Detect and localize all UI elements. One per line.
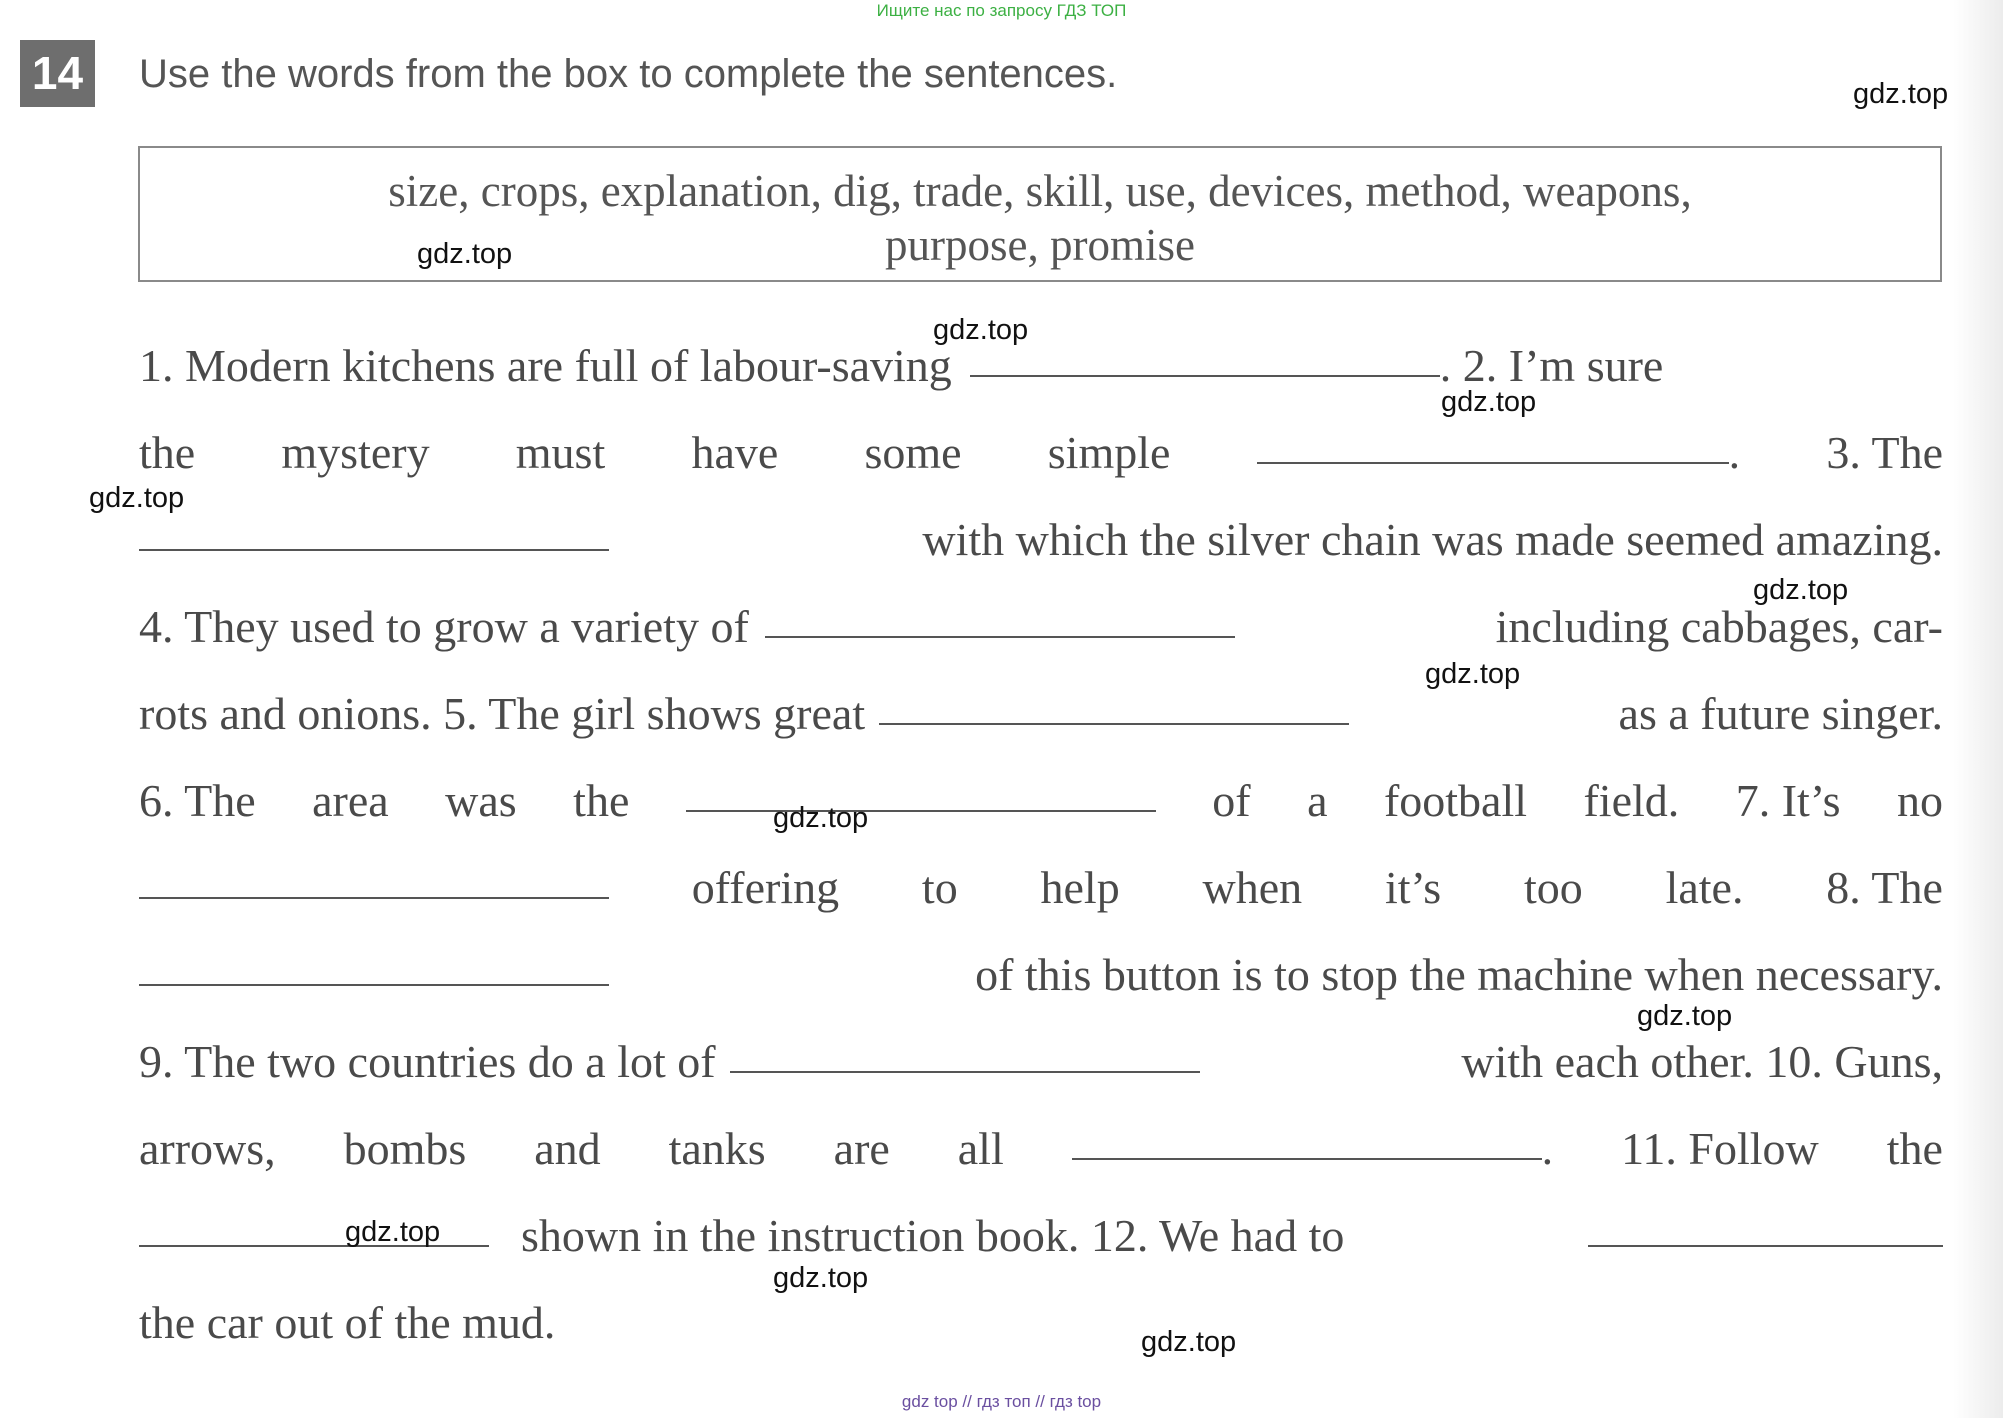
text: arrows, <box>139 1123 276 1174</box>
watermark: gdz.top <box>1637 1000 1733 1032</box>
watermark: gdz.top <box>89 482 185 514</box>
watermark: gdz.top <box>1753 574 1849 606</box>
blank-1[interactable] <box>970 371 1440 377</box>
text: of this button is to stop the machine when necessary. <box>975 949 1943 1000</box>
text: some <box>864 427 962 478</box>
sentence-line-6 <box>139 771 1943 831</box>
text: with each other. 10. Guns, <box>1461 1036 1943 1087</box>
sentence-line-10 <box>139 1119 1943 1179</box>
text: have <box>691 427 779 478</box>
text: . <box>1728 427 1741 478</box>
text: 8. The <box>1826 862 1943 913</box>
sentence-line-5 <box>139 684 1943 744</box>
text: field. <box>1583 775 1680 826</box>
blank-3[interactable] <box>139 545 609 551</box>
text: simple <box>1047 427 1171 478</box>
text: offering <box>691 862 840 913</box>
text: 6. The <box>139 775 256 826</box>
text: no <box>1896 775 1943 826</box>
blank-12[interactable] <box>1588 1241 1943 1247</box>
text: when <box>1202 862 1303 913</box>
text: to <box>921 862 958 913</box>
text: mystery <box>281 427 430 478</box>
text: help <box>1040 862 1120 913</box>
word-box-line-1: size, crops, explanation, dig, trade, skill, use, devices, method, weapons, <box>388 166 1692 216</box>
sentence-line-3 <box>139 510 1943 570</box>
text: too <box>1523 862 1583 913</box>
footer-links: gdz top // гдз топ // гдз top <box>901 1392 1102 1411</box>
blank-9[interactable] <box>730 1067 1200 1073</box>
text: tanks <box>668 1123 766 1174</box>
blank-8[interactable] <box>139 980 609 986</box>
blank-5[interactable] <box>879 719 1349 725</box>
word-box <box>138 146 1942 282</box>
blank-7[interactable] <box>139 893 609 899</box>
text: football <box>1383 775 1528 826</box>
text: . 2. I’m sure <box>1439 340 1664 391</box>
text: 3. The <box>1826 427 1943 478</box>
text: all <box>957 1123 1004 1174</box>
watermark: gdz.top <box>1853 78 1949 110</box>
text: it’s <box>1384 862 1442 913</box>
watermark: gdz.top <box>1441 386 1537 418</box>
text: area <box>312 775 389 826</box>
text: with which the silver chain was made seemed amazing. <box>922 514 1943 565</box>
watermark: gdz.top <box>773 1262 869 1294</box>
text: as a future singer. <box>1618 688 1943 739</box>
word-box-line-2: purpose, promise <box>885 220 1195 270</box>
text: the <box>139 427 196 478</box>
text: the car out of the mud. <box>139 1297 556 1348</box>
text: are <box>833 1123 890 1174</box>
text: 4. They used to grow a variety of <box>139 601 749 652</box>
text: a <box>1307 775 1328 826</box>
sentence-line-9 <box>139 1032 1943 1092</box>
watermark: gdz.top <box>1141 1326 1237 1358</box>
watermark: gdz.top <box>345 1216 441 1248</box>
text: including cabbages, car- <box>1495 601 1943 652</box>
watermark: gdz.top <box>417 238 513 270</box>
sentence-line-4 <box>139 597 1943 657</box>
text: 9. The two countries do a lot of <box>139 1036 716 1087</box>
blank-2[interactable] <box>1257 458 1729 464</box>
text: 7. It’s <box>1735 775 1841 826</box>
exercise-number: 14 <box>20 40 95 107</box>
watermark: gdz.top <box>773 802 869 834</box>
text: the <box>573 775 630 826</box>
top-banner: Ищите нас по запросу ГДЗ ТОП <box>876 1 1127 20</box>
sentence-line-12 <box>139 1293 1943 1353</box>
blank-6[interactable] <box>686 806 1156 812</box>
text: 11. Follow <box>1621 1123 1819 1174</box>
text: shown in the instruction book. 12. We had to <box>521 1210 1345 1261</box>
text: rots and onions. 5. The girl shows great <box>139 688 866 739</box>
text: 1. Modern kitchens are full of labour-saving <box>139 340 952 391</box>
instruction-text: Use the words from the box to complete the sentences. <box>139 52 1118 96</box>
text: late. <box>1665 862 1744 913</box>
page-edge-shadow <box>1953 0 2003 1418</box>
text: . <box>1541 1123 1554 1174</box>
text: was <box>445 775 517 826</box>
text: of <box>1212 775 1251 826</box>
blank-4[interactable] <box>765 632 1235 638</box>
sentence-line-1 <box>139 336 1943 396</box>
text: bombs <box>343 1123 467 1174</box>
watermark: gdz.top <box>933 314 1029 346</box>
sentence-line-7 <box>139 858 1943 918</box>
text: must <box>515 427 606 478</box>
sentence-line-8 <box>139 945 1943 1005</box>
watermark: gdz.top <box>1425 658 1521 690</box>
sentence-line-2 <box>139 423 1943 483</box>
text: and <box>534 1123 601 1174</box>
blank-10[interactable] <box>1072 1154 1542 1160</box>
text: the <box>1886 1123 1943 1174</box>
